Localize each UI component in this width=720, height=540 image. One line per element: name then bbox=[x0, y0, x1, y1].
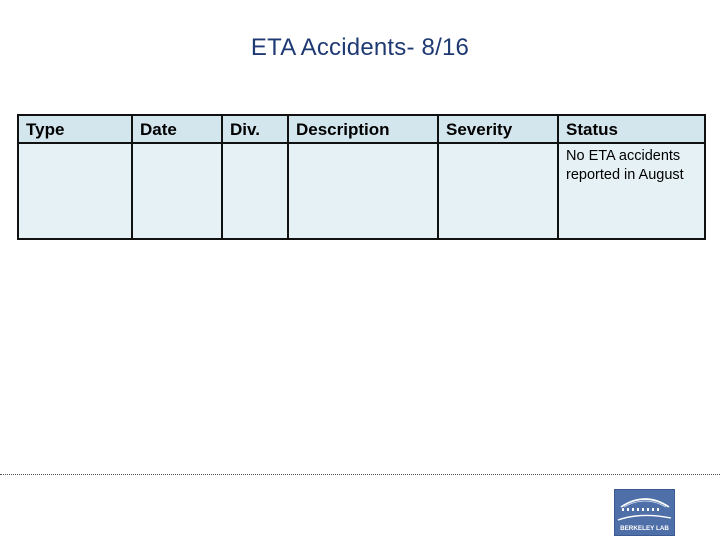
header-date: Date bbox=[132, 115, 222, 143]
header-severity: Severity bbox=[438, 115, 558, 143]
berkeley-lab-logo-icon bbox=[614, 489, 675, 536]
cell-description bbox=[288, 143, 438, 239]
cell-date bbox=[132, 143, 222, 239]
table-header-row bbox=[18, 115, 705, 143]
table-row bbox=[18, 143, 705, 239]
cell-division bbox=[222, 143, 288, 239]
header-division: Div. bbox=[222, 115, 288, 143]
cell-status: No ETA accidents reported in August bbox=[558, 143, 705, 239]
header-description: Description bbox=[288, 115, 438, 143]
cell-type bbox=[18, 143, 132, 239]
accidents-table bbox=[17, 114, 706, 240]
cell-severity bbox=[438, 143, 558, 239]
header-status: Status bbox=[558, 115, 705, 143]
svg-text:BERKELEY LAB: BERKELEY LAB bbox=[620, 525, 669, 532]
slide-title: ETA Accidents- 8/16 bbox=[250, 34, 470, 61]
header-type: Type bbox=[18, 115, 132, 143]
footer-divider bbox=[0, 474, 720, 475]
